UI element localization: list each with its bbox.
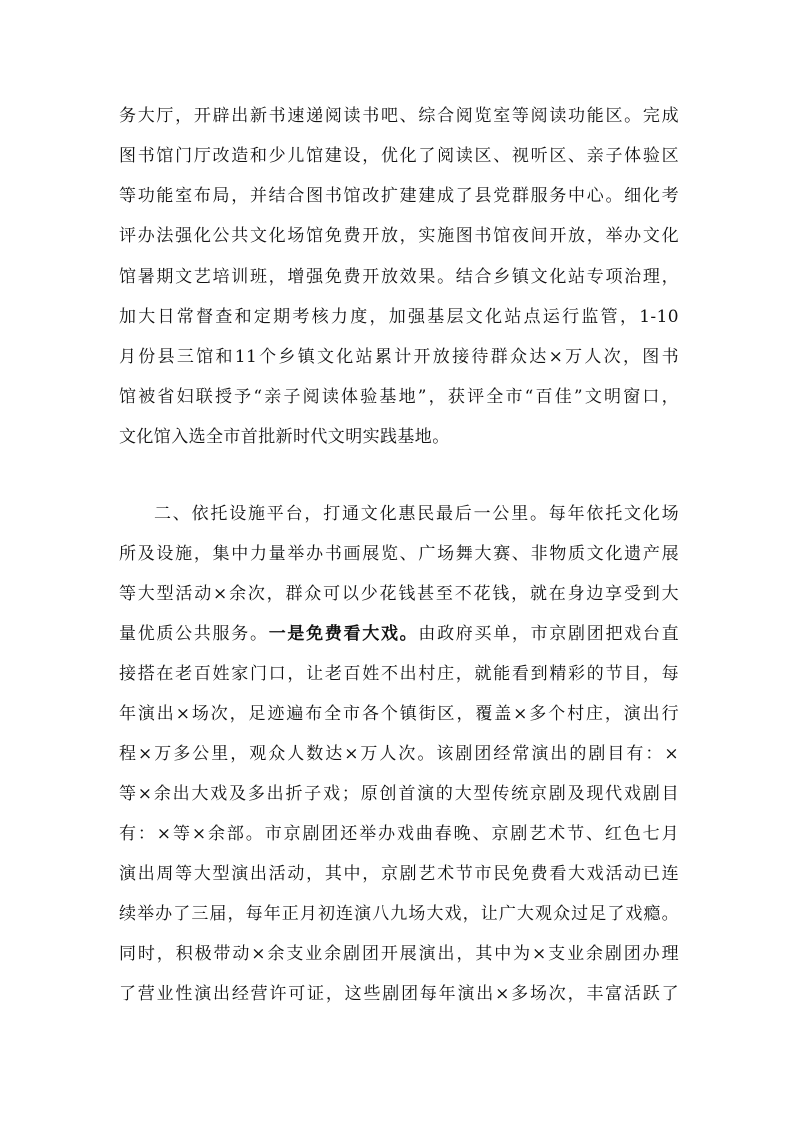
section-heading-line: 二、依托设施平台，打通文化惠民最后一公里。每年依托文化场 — [154, 504, 679, 524]
text-line: 演出周等大型演出活动，其中，京剧艺术节市民免费看大戏活动已连 — [119, 864, 679, 884]
text-line: 接搭在老百姓家门口，让老百姓不出村庄，就能看到精彩的节目，每 — [119, 664, 679, 684]
text-line: 所及设施，集中力量举办书画展览、广场舞大赛、非物质文化遗产展 — [119, 544, 679, 564]
text-line: 续举办了三届，每年正月初连演八九场大戏，让广大观众过足了戏瘾。 — [119, 904, 679, 924]
text-line: 馆被省妇联授予“亲子阅读体验基地”，获评全市“百佳”文明窗口， — [119, 387, 679, 407]
text-line: 文化馆入选全市首批新时代文明实践基地。 — [119, 427, 450, 447]
text-line: 务大厅，开辟出新书速递阅读书吧、综合阅览室等阅读功能区。完成 — [119, 106, 679, 126]
text-line: 评办法强化公共文化场馆免费开放，实施图书馆夜间开放，举办文化 — [119, 226, 679, 246]
text-line: 等×余出大戏及多出折子戏；原创首演的大型传统京剧及现代戏剧目 — [119, 784, 679, 804]
text-line: 馆暑期文艺培训班，增强免费开放效果。结合乡镇文化站专项治理， — [119, 267, 679, 287]
text-line: 程×万多公里，观众人数达×万人次。该剧团经常演出的剧目有：× — [119, 744, 679, 764]
text-span: 由政府买单，市京剧团把戏台直 — [418, 624, 680, 644]
text-line: 图书馆门厅改造和少儿馆建设，优化了阅读区、视听区、亲子体验区 — [119, 146, 679, 166]
text-line: 同时，积极带动×余支业余剧团开展演出，其中为×支业余剧团办理 — [119, 944, 679, 964]
text-line: 等功能室布局，并结合图书馆改扩建建成了县党群服务中心。细化考 — [119, 186, 679, 206]
text-span: 量优质公共服务。 — [119, 624, 269, 644]
text-line: 等大型活动×余次，群众可以少花钱甚至不花钱，就在身边享受到大 — [119, 584, 679, 604]
text-line: 了营业性演出经营许可证，这些剧团每年演出×多场次，丰富活跃了 — [119, 984, 679, 1004]
text-line: 加大日常督查和定期考核力度，加强基层文化站点运行监管，1-10 — [119, 307, 679, 327]
emphasis-heading: 一是免费看大戏。 — [268, 624, 419, 644]
text-line: 年演出×场次，足迹遍布全市各个镇街区，覆盖×多个村庄，演出行 — [119, 704, 679, 724]
text-line-with-emphasis — [119, 622, 679, 646]
text-line: 月份县三馆和11个乡镇文化站累计开放接待群众达×万人次，图书 — [119, 347, 679, 367]
text-line: 有：×等×余部。市京剧团还举办戏曲春晚、京剧艺术节、红色七月 — [119, 824, 679, 844]
